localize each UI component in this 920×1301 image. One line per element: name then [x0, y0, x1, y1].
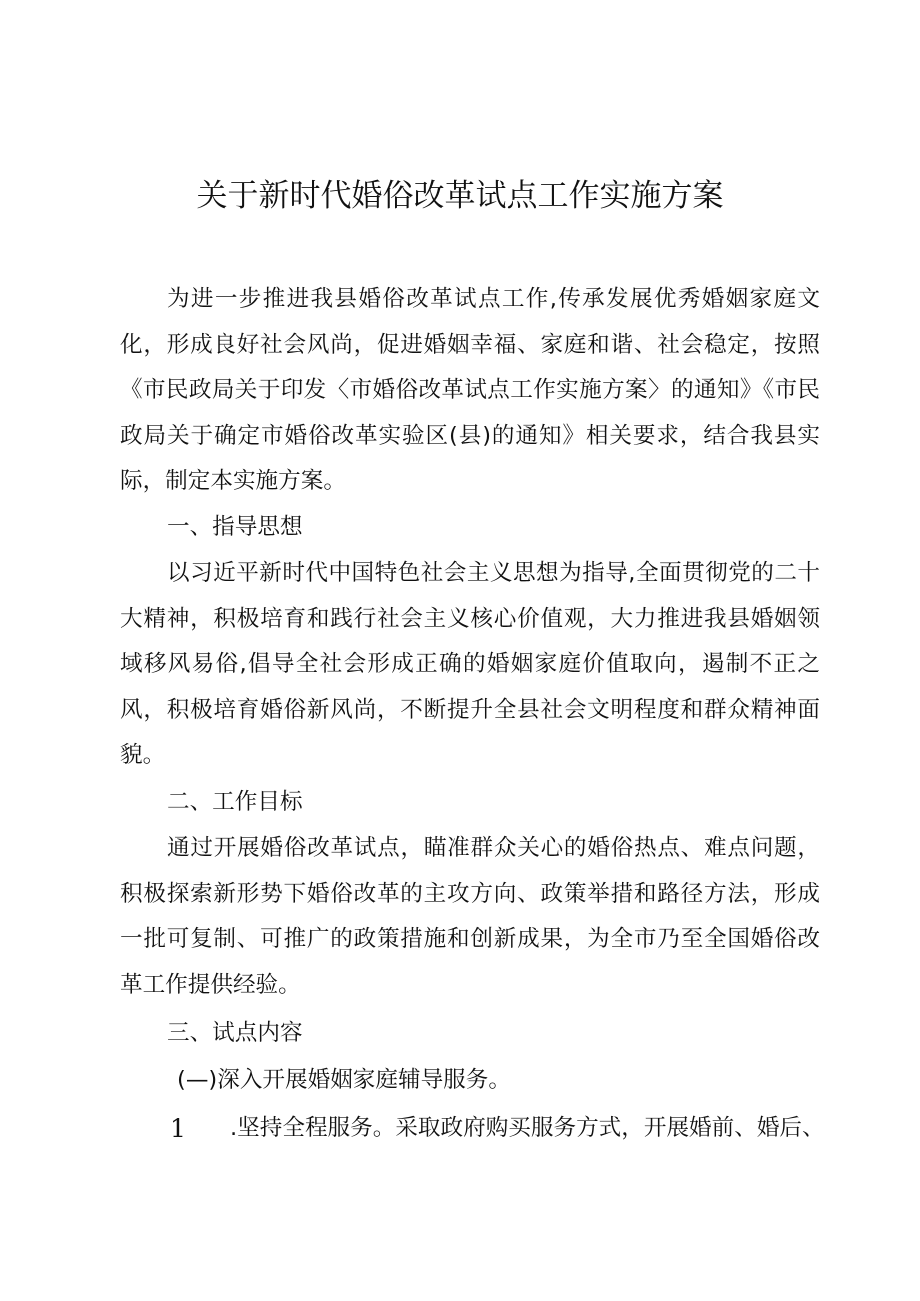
section-3-heading: 三、试点内容 [167, 1020, 303, 1046]
document-title: 关于新时代婚俗改革试点工作实施方案 [196, 178, 724, 214]
subsection-1-heading: (—)深入开展婚姻家庭辅导服务。 [177, 1067, 511, 1093]
section-2-paragraph: 通过开展婚俗改革试点，瞄准群众关心的婚俗热点、难点问题，积极探索新形势下婚俗改革的主攻方向、政策举措和路径方法，形成一批可复制、可推广的政策措施和创新成果，为全市乃至全国婚俗改革工作提供经验。 [120, 835, 820, 998]
list-item-text: .坚持全程服务。采取政府购买服务方式，开展婚前、婚后、 [230, 1115, 825, 1141]
intro-paragraph: 为进一步推进我县婚俗改革试点工作,传承发展优秀婚姻家庭文化，形成良好社会风尚，促进婚姻幸福、家庭和谐、社会稳定，按照《市民政局关于印发〈市婚俗改革试点工作实施方案〉的通知》《市民政局关于确定市婚俗改革实验区(县)的通知》相关要求，结合我县实际，制定本实施方案。 [120, 286, 820, 494]
list-item-number: 1 [170, 1114, 186, 1143]
section-1-heading: 一、指导思想 [167, 514, 303, 540]
section-1-paragraph: 以习近平新时代中国特色社会主义思想为指导,全面贯彻党的二十大精神，积极培育和践行社会主义核心价值观，大力推进我县婚姻领域移风易俗,倡导全社会形成正确的婚姻家庭价值取向，遏制不正之风，积极培育婚俗新风尚，不断提升全县社会文明程度和群众精神面貌。 [120, 560, 820, 768]
list-item [120, 1106, 825, 1152]
section-2-heading: 二、工作目标 [167, 789, 303, 815]
